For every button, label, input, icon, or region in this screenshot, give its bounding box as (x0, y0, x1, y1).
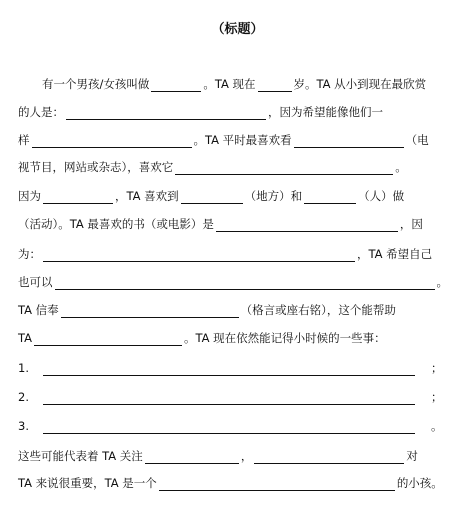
fill-blank-name[interactable] (151, 79, 201, 92)
line-text: （活动）。TA 最喜欢的书（或电影）是 (18, 217, 214, 231)
line-text: ； (430, 390, 443, 404)
line-text: TA 信奉 (18, 303, 59, 317)
line-text: 为： (18, 247, 41, 261)
memory-item-1 (18, 360, 460, 376)
line-text: （格言或座右铭），这个能帮助 (240, 303, 396, 317)
fill-blank-memory-1[interactable] (43, 363, 415, 376)
line-text: 样 (18, 133, 30, 147)
text-line-10 (18, 330, 460, 346)
fill-blank-book-reason[interactable] (43, 249, 355, 262)
text-line-14 (18, 448, 460, 464)
line-text: 的小孩。 (396, 476, 443, 490)
line-text: （电 (405, 133, 429, 147)
line-text: 这些可能代表着 TA 关注 (18, 449, 143, 463)
line-text: 对 (406, 449, 418, 463)
line-text: ，因 (399, 217, 423, 231)
line-text: 视节目，网站或杂志），喜欢它 (18, 160, 174, 174)
line-text: 。TA 平时最喜欢看 (193, 133, 292, 147)
page-title: （标题） (211, 22, 264, 37)
line-text: ； (430, 361, 443, 375)
line-text: 。TA 现在 (203, 77, 256, 91)
line-text: 。 (436, 275, 448, 289)
line-text: ，TA 希望自己 (357, 247, 433, 261)
fill-blank-person[interactable] (304, 191, 356, 204)
text-line-6 (18, 216, 460, 232)
fill-blank-age[interactable] (258, 79, 292, 92)
fill-blank-kind-of-kid[interactable] (159, 478, 395, 491)
fill-blank-memory-3[interactable] (43, 421, 415, 434)
fill-blank-place[interactable] (181, 191, 243, 204)
fill-blank-memory-2[interactable] (43, 392, 415, 405)
line-text: 因为 (18, 189, 41, 203)
line-text: 岁。TA 从小到现在最欣赏 (293, 77, 427, 91)
text-line-9 (18, 302, 460, 318)
line-text: 也可以 (18, 275, 53, 289)
list-number: 3. (18, 419, 29, 433)
text-line-7 (18, 246, 460, 262)
line-text: TA 来说很重要，TA 是一个 (18, 476, 157, 490)
fill-blank-because[interactable] (43, 191, 113, 204)
fill-blank-motto-helps[interactable] (34, 333, 182, 346)
line-text: 。 (395, 160, 407, 174)
memory-item-3 (18, 418, 460, 434)
line-text: 的人是： (18, 105, 64, 119)
text-line-5 (18, 188, 460, 204)
line-text: 。TA 现在依然能记得小时候的一些事： (184, 331, 386, 345)
text-line-15 (18, 475, 460, 491)
fill-blank-why-like[interactable] (175, 162, 393, 175)
text-line-2 (18, 104, 460, 120)
fill-blank-motto[interactable] (61, 305, 239, 318)
line-text: 。 (430, 419, 443, 433)
fill-blank-admired-person[interactable] (66, 107, 266, 120)
list-number: 2. (18, 390, 29, 404)
line-text: ， (240, 449, 253, 463)
list-number: 1. (18, 361, 29, 375)
line-text: 有一个男孩/女孩叫做 (42, 77, 150, 91)
text-line-8 (18, 274, 460, 290)
line-text: （地方）和 (244, 189, 303, 203)
text-line-1 (42, 76, 460, 92)
line-text: （人）做 (358, 189, 405, 203)
fill-blank-favorite-watch[interactable] (294, 135, 404, 148)
fill-blank-important[interactable] (254, 451, 404, 464)
fill-blank-hope[interactable] (55, 277, 435, 290)
fill-blank-focus[interactable] (145, 451, 239, 464)
line-text: ，因为希望能像他们一 (268, 105, 383, 119)
line-text: ，TA 喜欢到 (115, 189, 179, 203)
memory-item-2 (18, 389, 460, 405)
fill-blank-reason[interactable] (32, 135, 192, 148)
text-line-4 (18, 159, 460, 175)
line-text: TA (18, 331, 32, 345)
fill-blank-favorite-book[interactable] (216, 219, 398, 232)
text-line-3 (18, 132, 460, 148)
